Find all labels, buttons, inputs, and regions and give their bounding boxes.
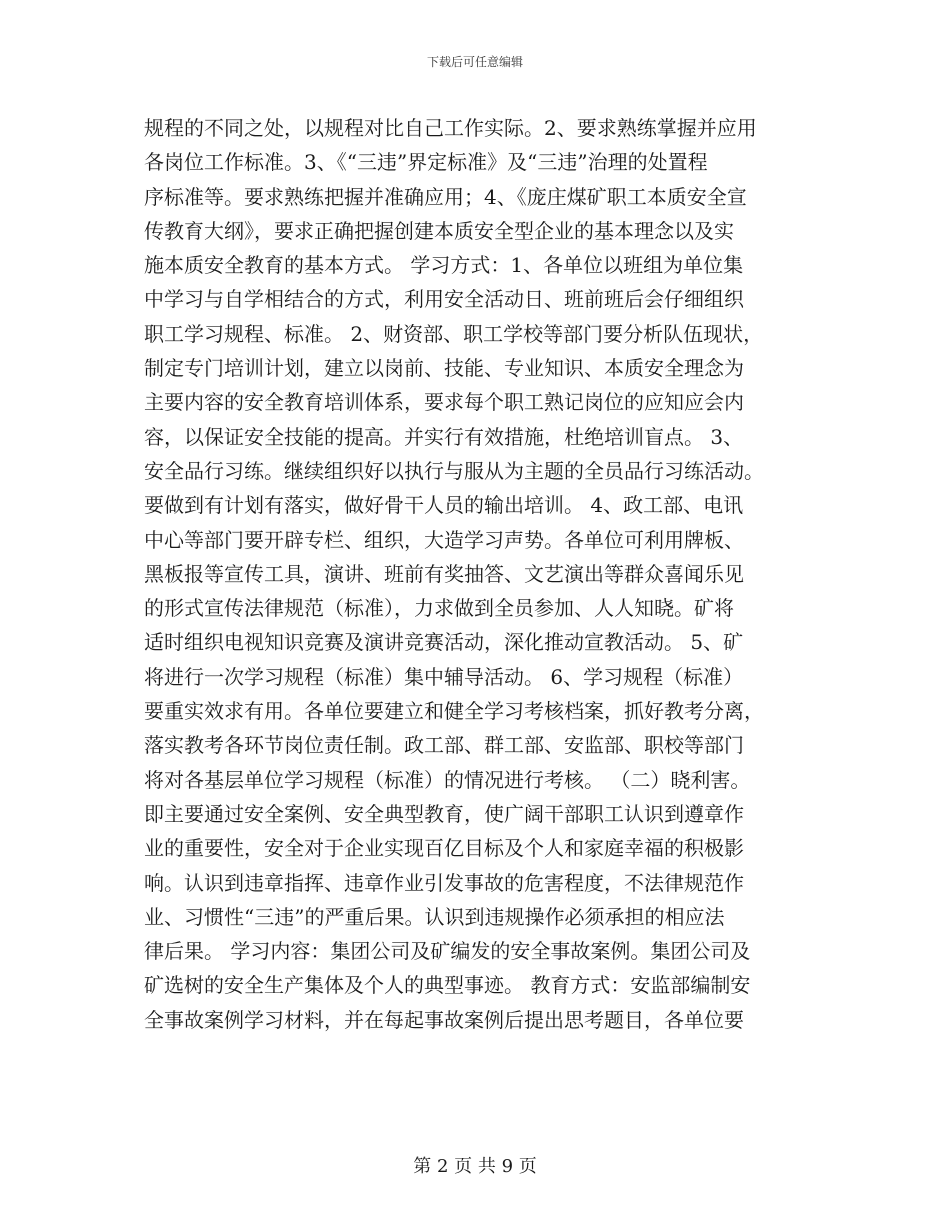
body-line: 业的重要性，安全对于企业实现百亿目标及个人和家庭幸福的积极影 — [144, 836, 744, 861]
body-line: 业、习惯性“三违”的严重后果。认识到违规操作必须承担的相应法 — [144, 904, 725, 929]
body-line: 制定专门培训计划，建立以岗前、技能、专业知识、本质安全理念为 — [144, 356, 744, 381]
body-line: 中心等部门要开辟专栏、组织，大造学习声势。各单位可利用牌板、 — [144, 527, 744, 552]
body-line: 传教育大纲》，要求正确把握创建本质安全型企业的基本理念以及实 — [144, 218, 734, 243]
body-line: 全事故案例学习材料，并在每起事故案例后提出思考题目，各单位要 — [144, 1007, 744, 1032]
body-line: 律后果。 学习内容：集团公司及矿编发的安全事故案例。集团公司及 — [144, 939, 751, 964]
body-line: 规程的不同之处，以规程对比自己工作实际。2、要求熟练掌握并应用 — [144, 116, 757, 140]
page-header: 下载后可任意编辑 — [426, 55, 523, 69]
body-line: 将对各基层单位学习规程（标准）的情况进行考核。 （二）晓利害。 — [144, 767, 751, 792]
body-line: 即主要通过安全案例、安全典型教育，使广阔干部职工认识到遵章作 — [144, 801, 744, 826]
body-line: 将进行一次学习规程（标准）集中辅导活动。 6、学习规程（标准） — [144, 664, 744, 689]
body-line: 要重实效求有用。各单位要建立和健全学习考核档案，抓好教考分离， — [144, 699, 764, 724]
body-line: 职工学习规程、标准。 2、财资部、职工学校等部门要分析队伍现状， — [144, 321, 764, 346]
body-line: 中学习与自学相结合的方式，利用安全活动日、班前班后会仔细组织 — [144, 287, 744, 312]
page-number-footer: 第 2 页 共 9 页 — [413, 1156, 537, 1177]
body-line: 主要内容的安全教育培训体系，要求每个职工熟记岗位的应知应会内 — [144, 390, 744, 415]
body-line: 施本质安全教育的基本方式。 学习方式：1、各单位以班组为单位集 — [144, 253, 744, 278]
body-line: 适时组织电视知识竞赛及演讲竞赛活动，深化推动宣教活动。 5、矿 — [144, 630, 744, 655]
body-line: 要做到有计划有落实，做好骨干人员的输出培训。 4、政工部、电讯 — [144, 493, 744, 518]
body-line: 各岗位工作标准。3、《“三违”界定标准》及“三违”治理的处置程 — [144, 150, 708, 175]
body-line: 安全品行习练。继续组织好以执行与服从为主题的全员品行习练活动。 — [144, 458, 764, 483]
document-body — [144, 111, 808, 1037]
body-line: 序标准等。要求熟练把握并准确应用；4、《庞庄煤矿职工本质安全宣 — [144, 184, 747, 209]
body-line: 落实教考各环节岗位责任制。政工部、群工部、安监部、职校等部门 — [144, 733, 744, 758]
body-line: 黑板报等宣传工具，演讲、班前有奖抽答、文艺演出等群众喜闻乐见 — [144, 561, 744, 586]
body-line: 矿选树的安全生产集体及个人的典型事迹。 教育方式：安监部编制安 — [144, 973, 751, 998]
body-line: 响。认识到违章指挥、违章作业引发事故的危害程度，不法律规范作 — [144, 870, 744, 895]
body-line: 容，以保证安全技能的提高。并实行有效措施，杜绝培训盲点。 3、 — [144, 424, 744, 449]
body-line: 的形式宣传法律规范（标准），力求做到全员参加、人人知晓。矿将 — [144, 596, 734, 621]
